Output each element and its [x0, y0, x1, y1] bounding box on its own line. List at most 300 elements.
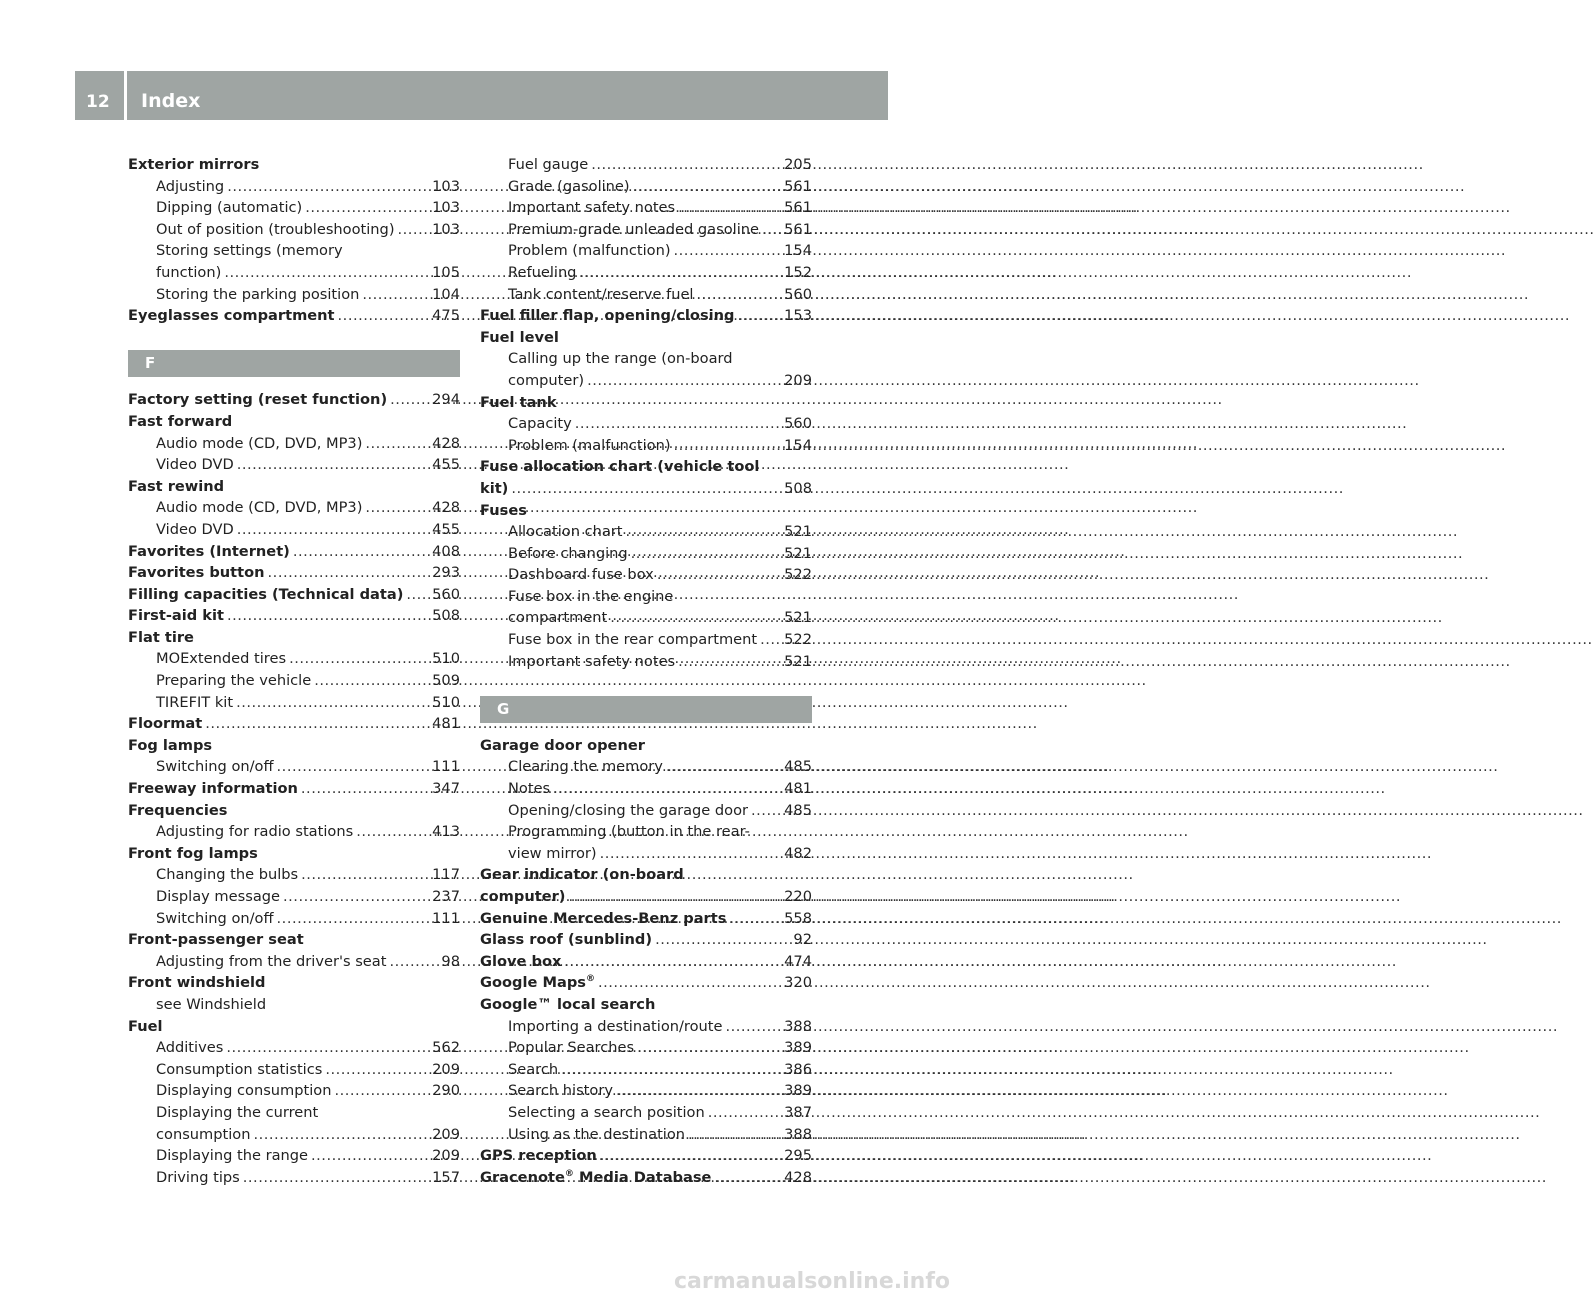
entry-text: [480, 886, 565, 908]
index-entry: [480, 1145, 812, 1167]
page-reference[interactable]: 413: [432, 823, 460, 841]
dot-leader: [390, 389, 429, 411]
entry-text: [508, 778, 550, 800]
page-reference[interactable]: 92: [793, 931, 812, 949]
index-column-right: [480, 154, 812, 1188]
entry-text: [128, 800, 228, 822]
dot-leader: [277, 756, 430, 778]
index-subentry: [128, 886, 460, 908]
index-subentry: [480, 521, 812, 543]
page-reference[interactable]: 209: [432, 1125, 460, 1143]
entry-label: Adjusting from the driver's seat: [156, 952, 387, 970]
watermark: carmanualsonline.info: [674, 1269, 950, 1294]
entry-text: [480, 478, 508, 500]
dot-leader: [289, 648, 429, 670]
dot-leader: [389, 951, 438, 973]
dot-leader: [335, 1080, 430, 1102]
dot-leader: [227, 176, 429, 198]
entry-label: Popular Searches: [508, 1039, 635, 1057]
entry-label: Storing the parking position: [156, 285, 360, 303]
page-reference[interactable]: 521: [784, 609, 812, 627]
index-subentry: [480, 370, 812, 392]
dot-leader: [626, 521, 782, 543]
index-subentry: [480, 154, 812, 176]
entry-label: Driving tips: [156, 1168, 240, 1186]
index-subentry: [480, 651, 812, 673]
index-entry: [128, 411, 460, 433]
entry-text: [156, 197, 302, 219]
entry-text: [508, 284, 694, 306]
page-reference[interactable]: 558: [784, 909, 812, 927]
entry-text: [128, 562, 265, 584]
entry-label: Garage door opener: [480, 736, 645, 754]
dot-leader: [678, 197, 781, 219]
entry-text: [128, 305, 335, 327]
entry-text: [508, 348, 733, 370]
entry-label: Front-passenger seat: [128, 931, 304, 949]
entry-label: Fuse box in the engine: [508, 587, 674, 605]
dot-leader: [237, 519, 429, 541]
entry-label: Gracenote: [480, 1168, 565, 1186]
index-subentry: [480, 197, 812, 219]
index-subentry: [128, 454, 460, 476]
index-entry: [480, 500, 812, 522]
index-subentry: [480, 435, 812, 457]
index-entry: [128, 305, 460, 327]
page-reference[interactable]: 389: [784, 1082, 812, 1100]
entry-label: First-aid kit: [128, 607, 224, 625]
page-reference[interactable]: 105: [432, 263, 460, 281]
entry-label: Important safety notes: [508, 199, 676, 217]
entry-label: Video DVD: [156, 520, 234, 538]
entry-label: Video DVD: [156, 456, 234, 474]
index-entry: [128, 389, 460, 411]
page-reference[interactable]: 157: [432, 1168, 460, 1186]
dot-leader: [751, 800, 781, 822]
dot-leader: [737, 305, 781, 327]
page-reference[interactable]: 561: [784, 220, 812, 238]
entry-label: Genuine Mercedes-Benz parts: [480, 909, 727, 927]
entry-text: [128, 605, 224, 627]
page-reference[interactable]: 521: [784, 523, 812, 541]
dot-leader: [637, 1037, 781, 1059]
index-subentry: [480, 176, 812, 198]
entry-text: [508, 1102, 705, 1124]
page-reference[interactable]: 117: [432, 866, 460, 884]
registered-mark: ®: [585, 974, 595, 985]
page-reference[interactable]: 320: [784, 974, 812, 992]
page-reference[interactable]: 387: [784, 1103, 812, 1121]
entry-label: Clearing the memory: [508, 758, 663, 776]
entry-label: compartment: [508, 609, 608, 627]
entry-text: [156, 886, 280, 908]
page-number: 12: [86, 92, 110, 112]
entry-text: [480, 456, 759, 478]
index-entry: [128, 605, 460, 627]
entry-text: [156, 692, 233, 714]
entry-label: Audio mode (CD, DVD, MP3): [156, 499, 363, 517]
entry-text: [508, 521, 623, 543]
page-reference[interactable]: 521: [784, 652, 812, 670]
index-subentry: [128, 433, 460, 455]
page-reference[interactable]: 103: [432, 220, 460, 238]
dot-leader: [708, 1102, 781, 1124]
dot-leader: [561, 1059, 781, 1081]
index-subentry: [480, 1037, 812, 1059]
entry-text: [508, 154, 588, 176]
dot-leader: [575, 413, 781, 435]
entry-label: Fast forward: [128, 412, 233, 430]
index-subentry: [128, 821, 460, 843]
entry-label: TIREFIT kit: [156, 693, 234, 711]
page-reference[interactable]: 290: [432, 1082, 460, 1100]
page-reference[interactable]: 220: [784, 888, 812, 905]
index-subentry: [128, 262, 460, 284]
entry-label: Fuel filler flap, opening/closing: [480, 307, 735, 325]
entry-label: kit): [480, 479, 509, 497]
entry-label: Audio mode (CD, DVD, MP3): [156, 434, 363, 452]
entry-text: [508, 843, 597, 865]
entry-label: Search: [508, 1060, 559, 1078]
entry-label: Front fog lamps: [128, 844, 258, 862]
entry-label: Capacity: [508, 415, 572, 433]
index-entry: [480, 994, 812, 1016]
entry-label: Problem (malfunction): [508, 436, 671, 454]
page-reference[interactable]: 98: [441, 952, 460, 970]
dot-leader: [760, 629, 781, 651]
index-subentry: [480, 1102, 812, 1124]
entry-label: Front windshield: [128, 974, 266, 992]
entry-text: [480, 305, 734, 327]
entry-text: [156, 1102, 318, 1124]
entry-label: Eyeglasses compartment: [128, 307, 335, 325]
entry-text: [156, 994, 266, 1016]
dot-leader: [277, 908, 430, 930]
entry-label: Google™ local search: [480, 995, 656, 1013]
entry-text: [508, 1016, 722, 1038]
page-reference[interactable]: 561: [784, 177, 812, 195]
entry-label: Opening/closing the garage door: [508, 801, 749, 819]
entry-text: [508, 219, 759, 241]
page-reference[interactable]: 294: [432, 391, 460, 409]
index-subentry: [128, 1059, 460, 1081]
index-subentry: [480, 219, 812, 241]
entry-label: Allocation chart: [508, 523, 623, 541]
index-subentry: [128, 519, 460, 541]
entry-label: Displaying the range: [156, 1147, 309, 1165]
index-subentry: [480, 629, 812, 651]
index-subentry: [128, 692, 460, 714]
entry-text: [156, 1059, 322, 1081]
entry-text: [156, 519, 234, 541]
dot-leader: [301, 864, 429, 886]
dot-leader: [564, 951, 781, 973]
dot-leader: [633, 176, 782, 198]
entry-text: [508, 543, 628, 565]
entry-label: Fuse allocation chart (vehicle tool: [480, 458, 760, 476]
index-entry: [128, 476, 460, 498]
index-subentry: [128, 951, 460, 973]
entry-text: [480, 929, 652, 951]
page-reference[interactable]: 237: [432, 888, 460, 905]
entry-label: Favorites button: [128, 564, 265, 582]
page-reference[interactable]: 428: [432, 434, 460, 452]
entry-label: Additives: [156, 1039, 224, 1057]
entry-text: [156, 951, 386, 973]
page-reference[interactable]: 388: [784, 1017, 812, 1035]
page-reference[interactable]: 562: [432, 1039, 460, 1057]
index-entry: [480, 305, 812, 327]
entry-label: Exterior mirrors: [128, 156, 260, 173]
index-subentry: [480, 240, 812, 262]
index-entry: [128, 627, 460, 649]
dot-leader: [254, 1124, 430, 1146]
index-subentry: [128, 994, 460, 1016]
index-entry: [480, 735, 812, 757]
page-reference[interactable]: 455: [432, 456, 460, 474]
page-reference[interactable]: 103: [432, 199, 460, 217]
entry-label: Important safety notes: [508, 652, 676, 670]
index-subentry: [128, 197, 460, 219]
index-subentry: [480, 586, 812, 608]
entry-text: [508, 756, 663, 778]
page-reference[interactable]: 209: [784, 371, 812, 389]
index-entry: [128, 735, 460, 757]
section-letter-header: F: [128, 350, 460, 377]
dot-leader: [697, 284, 782, 306]
entry-text: [156, 1124, 251, 1146]
entry-text: [508, 1124, 685, 1146]
index-subentry: [480, 800, 812, 822]
dot-leader: [600, 843, 782, 865]
entry-text: [156, 1145, 308, 1167]
page-reference[interactable]: 509: [432, 672, 460, 690]
page-reference[interactable]: 428: [432, 499, 460, 517]
page-reference[interactable]: 455: [432, 520, 460, 538]
entry-text: [508, 1037, 634, 1059]
page-reference[interactable]: 209: [432, 1147, 460, 1165]
entry-label: Display message: [156, 888, 281, 905]
entry-text: [480, 951, 561, 973]
entry-label: Using as the destination: [508, 1125, 686, 1143]
dot-leader: [666, 756, 781, 778]
page-reference[interactable]: 152: [784, 263, 812, 281]
index-entry: [480, 951, 812, 973]
entry-text: [156, 284, 359, 306]
index-subentry: [128, 1124, 460, 1146]
page-reference[interactable]: 104: [432, 285, 460, 303]
entry-text: [156, 670, 311, 692]
dot-leader: [729, 908, 781, 930]
entry-text: [508, 240, 671, 262]
page-reference[interactable]: 386: [784, 1060, 812, 1078]
entry-text: [508, 413, 572, 435]
page-reference[interactable]: 522: [784, 566, 812, 584]
page-reference[interactable]: 481: [432, 715, 460, 733]
page-reference[interactable]: 560: [784, 415, 812, 433]
page-reference[interactable]: 295: [784, 1147, 812, 1165]
entry-text: [128, 735, 212, 757]
page-reference[interactable]: 293: [432, 564, 460, 582]
entry-label: Factory setting (reset function): [128, 391, 388, 409]
entry-label: computer): [508, 371, 585, 389]
page-reference[interactable]: 521: [784, 544, 812, 562]
page-reference[interactable]: 508: [784, 479, 812, 497]
index-subentry: [128, 908, 460, 930]
dot-leader: [598, 972, 781, 994]
index-entry: [480, 456, 812, 478]
index-subentry: [128, 1080, 460, 1102]
page-reference[interactable]: 560: [432, 585, 460, 603]
entry-label: Storing settings (memory: [156, 242, 343, 260]
entry-text: [128, 929, 304, 951]
page-reference[interactable]: 408: [432, 542, 460, 560]
entry-text: [156, 648, 286, 670]
entry-text: [128, 627, 194, 649]
index-subentry: [128, 648, 460, 670]
index-entry: [480, 478, 812, 500]
entry-label: Switching on/off: [156, 909, 274, 927]
entry-label: Frequencies: [128, 801, 228, 819]
dot-leader: [205, 713, 429, 735]
entry-label: Out of position (troubleshooting): [156, 220, 395, 238]
entry-text: [128, 843, 258, 865]
page-reference[interactable]: 428: [784, 1168, 812, 1186]
page-reference[interactable]: 485: [784, 801, 812, 819]
entry-text: [508, 629, 757, 651]
page-reference[interactable]: 209: [432, 1060, 460, 1078]
entry-label: Filling capacities (Technical data): [128, 585, 404, 603]
entry-text: [508, 197, 675, 219]
entry-text: [128, 476, 224, 498]
index-entry: [128, 713, 460, 735]
entry-text: [480, 994, 655, 1016]
entry-text: [156, 1167, 240, 1189]
page-reference[interactable]: 475: [432, 307, 460, 325]
entry-label: Displaying consumption: [156, 1082, 332, 1100]
dot-leader: [224, 262, 429, 284]
entry-text: [480, 735, 645, 757]
index-subentry: [128, 756, 460, 778]
page-reference[interactable]: 111: [432, 758, 460, 776]
page-reference[interactable]: 154: [784, 242, 812, 260]
dot-leader: [579, 262, 781, 284]
entry-label: Premium-grade unleaded gasoline: [508, 220, 759, 238]
index-entry: [128, 929, 460, 951]
index-entry: [480, 972, 812, 994]
index-subentry: [480, 284, 812, 306]
entry-label: Glove box: [480, 952, 562, 970]
page-reference[interactable]: 522: [784, 631, 812, 649]
header-separator: [124, 71, 127, 120]
dot-leader: [243, 1167, 429, 1189]
dot-leader: [674, 240, 782, 262]
page-reference[interactable]: 510: [432, 650, 460, 668]
index-entry: [128, 800, 460, 822]
index-column-left: [128, 154, 460, 1188]
section-spacer: [480, 672, 812, 694]
page-reference[interactable]: 347: [432, 780, 460, 798]
index-subentry: [480, 778, 812, 800]
entry-text: [480, 327, 559, 349]
entry-text: [156, 821, 353, 843]
dot-leader: [553, 778, 781, 800]
page-reference[interactable]: 389: [784, 1039, 812, 1057]
entry-label: Flat tire: [128, 628, 194, 646]
index-subentry: [128, 497, 460, 519]
dot-leader: [362, 284, 429, 306]
section-title: Index: [141, 90, 201, 112]
index-entry: [480, 1167, 812, 1189]
entry-label: Selecting a search position: [508, 1103, 705, 1121]
page-reference[interactable]: 474: [784, 952, 812, 970]
index-entry: [480, 886, 812, 908]
entry-label: Preparing the vehicle: [156, 672, 312, 690]
index-subentry: [128, 240, 460, 262]
entry-label: Floormat: [128, 715, 203, 733]
page-reference[interactable]: 388: [784, 1125, 812, 1143]
page-reference[interactable]: 560: [784, 285, 812, 303]
dot-leader: [678, 651, 781, 673]
page-reference[interactable]: 154: [784, 436, 812, 454]
index-entry: [128, 584, 460, 606]
entry-label: Fuel: [128, 1017, 163, 1035]
index-subentry: [128, 670, 460, 692]
index-entry: [480, 392, 812, 414]
dot-leader: [398, 219, 430, 241]
entry-label: Consumption statistics: [156, 1060, 323, 1078]
index-subentry: [480, 756, 812, 778]
entry-label: Dashboard fuse box: [508, 566, 654, 584]
entry-label: Adjusting: [156, 177, 225, 195]
page-reference[interactable]: 205: [784, 156, 812, 173]
entry-text: [480, 1167, 711, 1189]
dot-leader: [591, 154, 781, 176]
page-reference[interactable]: 153: [784, 307, 812, 325]
dot-leader: [227, 605, 429, 627]
dot-leader: [365, 497, 429, 519]
dot-leader: [600, 1145, 781, 1167]
dot-leader: [301, 778, 429, 800]
index-subentry: [480, 543, 812, 565]
page-reference[interactable]: 508: [432, 607, 460, 625]
entry-text: [128, 389, 387, 411]
entry-text: [480, 972, 595, 994]
index-subentry: [128, 1145, 460, 1167]
entry-label: see Windshield: [156, 995, 267, 1013]
index-subentry: [480, 262, 812, 284]
page-reference[interactable]: 103: [432, 177, 460, 195]
registered-mark: ®: [564, 1168, 574, 1179]
entry-text: [156, 219, 395, 241]
dot-leader: [356, 821, 429, 843]
entry-text: [156, 1080, 332, 1102]
page-reference[interactable]: 510: [432, 693, 460, 711]
entry-text: [508, 800, 748, 822]
page-reference[interactable]: 482: [784, 844, 812, 862]
entry-label: Grade (gasoline): [508, 177, 630, 195]
page-reference[interactable]: 111: [432, 909, 460, 927]
entry-text: [156, 497, 362, 519]
index-entry: [480, 929, 812, 951]
page-reference[interactable]: 485: [784, 758, 812, 776]
page-reference[interactable]: 561: [784, 199, 812, 217]
index-entry: [128, 541, 460, 563]
page-reference[interactable]: 481: [784, 780, 812, 798]
index-subentry: [480, 1059, 812, 1081]
index-subentry: [128, 284, 460, 306]
entry-text: [508, 176, 630, 198]
